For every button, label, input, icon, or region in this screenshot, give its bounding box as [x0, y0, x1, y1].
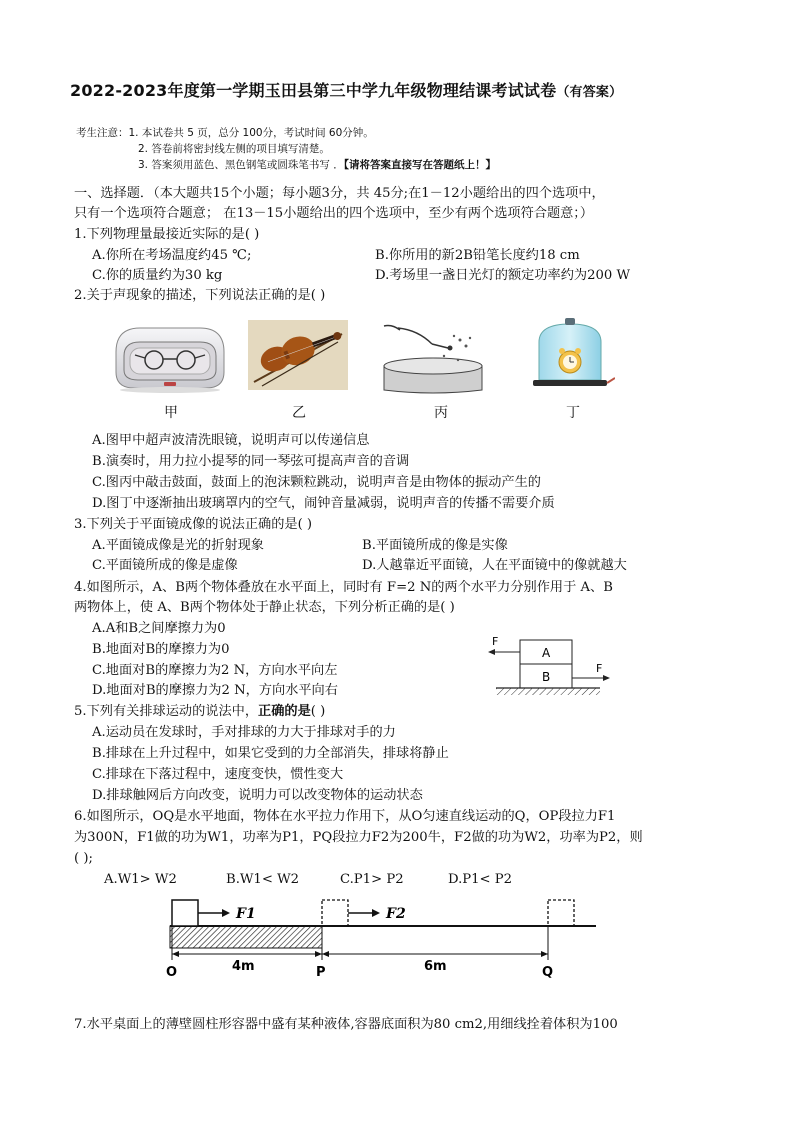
caption-ding: 丁 [566, 405, 580, 421]
f2-arrowhead [372, 909, 380, 917]
q3-option-a: A.平面镜成像是光的折射现象 [92, 538, 264, 553]
caption-bing: 丙 [434, 405, 448, 421]
q2-option-a: A.图甲中超声波清洗眼镜，说明声可以传递信息 [92, 433, 370, 448]
title-suffix: （有答案） [556, 85, 623, 100]
ground-hatch [496, 688, 600, 695]
force-arrowhead-right [603, 675, 610, 681]
section-heading-line-1: 一、选择题．（本大题共15个小题；每小题3分，共 45分;在1－12小题给出的四个选项中， [74, 186, 605, 201]
dimension-pq-arrow-right [541, 951, 548, 957]
rough-surface [170, 926, 322, 948]
bell-jar-image [525, 316, 615, 394]
force-label-left: F [492, 635, 499, 648]
notice-emphasis: 【请将答案直接写在答题纸上！】 [343, 159, 496, 171]
q1-stem: 1.下列物理量最接近实际的是( ) [74, 227, 260, 242]
distance-op-label: 4m [232, 959, 255, 974]
q2-stem: 2.关于声现象的描述，下列说法正确的是( ) [74, 288, 326, 303]
q2-option-d: D.图丁中逐渐抽出玻璃罩内的空气，闹钟音量减弱，说明声音的传播不需要介质 [92, 496, 555, 511]
drum-image [378, 322, 488, 394]
point-o-label: O [166, 965, 178, 980]
q5-stem [74, 702, 325, 722]
point-q-label: Q [542, 965, 554, 980]
block-at-o [172, 900, 198, 926]
q3-option-b: B.平面镜所成的像是实像 [362, 538, 508, 553]
distance-pq-label: 6m [424, 959, 447, 974]
q4-stem-1: 4.如图所示，A、B两个物体叠放在水平面上，同时有 F=2 N的两个水平力分别作用于 A、B [74, 580, 613, 595]
point-p-label: P [316, 965, 326, 980]
q3-stem: 3.下列关于平面镜成像的说法正确的是( ) [74, 517, 313, 532]
q5-option-d: D.排球触网后方向改变，说明力可以改变物体的运动状态 [92, 788, 423, 803]
notice-line-1 [76, 125, 374, 140]
f1-arrowhead [222, 909, 230, 917]
q2-option-c: C.图丙中敲击鼓面，鼓面上的泡沫颗粒跳动，说明声音是由物体的振动产生的 [92, 475, 541, 490]
dimension-op-arrow-right [315, 951, 322, 957]
q5-stem-post: ( ) [310, 704, 326, 719]
q5-stem-pre: 5.下列有关排球运动的说法中， [74, 704, 259, 719]
f2-label: F2 [386, 906, 406, 922]
q1-option-b: B.你所用的新2B铅笔长度约18 cm [375, 248, 580, 263]
q6-line-3: ( ); [74, 851, 93, 866]
q4-option-a: A.A和B之间摩擦力为0 [92, 621, 226, 636]
violin-image [248, 320, 348, 390]
force-label-right: F [596, 662, 603, 675]
q4-option-c: C.地面对B的摩擦力为2 N，方向水平向左 [92, 663, 338, 678]
q6-option-d: D.P1< P2 [448, 872, 513, 887]
q6-line-2: 为300N，F1做的功为W1，功率为P1，PQ段拉力F2为200牛，F2做的功为W2，功率为P2，则 [74, 830, 643, 845]
caption-yi: 乙 [292, 405, 306, 421]
q4-stem-2: 两物体上，使 A、B两个物体处于静止状态，下列分析正确的是( ) [74, 600, 455, 615]
dimension-pq-arrow-left [322, 951, 329, 957]
q4-option-d: D.地面对B的摩擦力为2 N，方向水平向右 [92, 683, 338, 698]
section-heading-line-2: 只有一个选项符合题意； 在13－15小题给出的四个选项中，至少有两个选项符合题意；） [74, 206, 594, 221]
q3-option-d: D.人越靠近平面镜，人在平面镜中的像就越大 [362, 558, 627, 573]
q7-line-1: 7.水平桌面上的薄壁圆柱形容器中盛有某种液体,容器底面积为80 cm2,用细线拴着体积为100 [74, 1017, 618, 1032]
blocks-figure [482, 632, 612, 702]
notice-item-2: 2. 答卷前将密封线左侧的项目填写清楚。 [138, 143, 330, 155]
q5-option-b: B.排球在上升过程中，如果它受到的力全部消失，排球将静止 [92, 746, 449, 761]
block-at-q [548, 900, 574, 926]
block-at-p [322, 900, 348, 926]
q6-line-1: 6.如图所示，OQ是水平地面，物体在水平拉力作用下，从O匀速直线运动的Q，OP段拉力F1 [74, 809, 616, 824]
dimension-op-arrow-left [172, 951, 179, 957]
title-main: 2022-2023年度第一学期玉田县第三中学九年级物理结课考试试卷 [70, 81, 557, 100]
force-arrowhead-left [488, 649, 495, 655]
ultrasonic-cleaner-image [110, 322, 230, 394]
q5-option-a: A.运动员在发球时，手对排球的力大于排球对手的力 [92, 725, 396, 740]
q2-option-b: B.演奏时，用力拉小提琴的同一琴弦可提高声音的音调 [92, 454, 410, 469]
q6-option-a: A.W1> W2 [104, 872, 177, 887]
notice-label: 考生注意： [76, 127, 129, 139]
motion-figure [160, 890, 610, 980]
q5-stem-bold: 正确的是 [258, 704, 311, 719]
page-title [70, 78, 622, 101]
notice-item-1: 1. 本试卷共 5 页，总分 100分，考试时间 60分钟。 [128, 127, 374, 139]
q1-option-c: C.你的质量约为30 kg [92, 268, 223, 283]
block-b-label: B [542, 670, 551, 684]
q3-option-c: C.平面镜所成的像是虚像 [92, 558, 238, 573]
q1-option-a: A.你所在考场温度约45 ℃; [92, 248, 252, 263]
q5-option-c: C.排球在下落过程中，速度变快，惯性变大 [92, 767, 344, 782]
block-a-label: A [542, 646, 551, 660]
f1-label: F1 [236, 906, 256, 922]
notice-item-3: 3. 答案须用蓝色、黑色钢笔或圆珠笔书写 ． [138, 159, 344, 171]
q6-option-c: C.P1> P2 [340, 872, 404, 887]
q1-option-d: D.考场里一盏日光灯的额定功率约为200 W [375, 268, 631, 283]
caption-jia: 甲 [164, 405, 178, 421]
notice-line-3 [138, 157, 496, 172]
q4-option-b: B.地面对B的摩擦力为0 [92, 642, 230, 657]
q6-option-b: B.W1< W2 [226, 872, 300, 887]
